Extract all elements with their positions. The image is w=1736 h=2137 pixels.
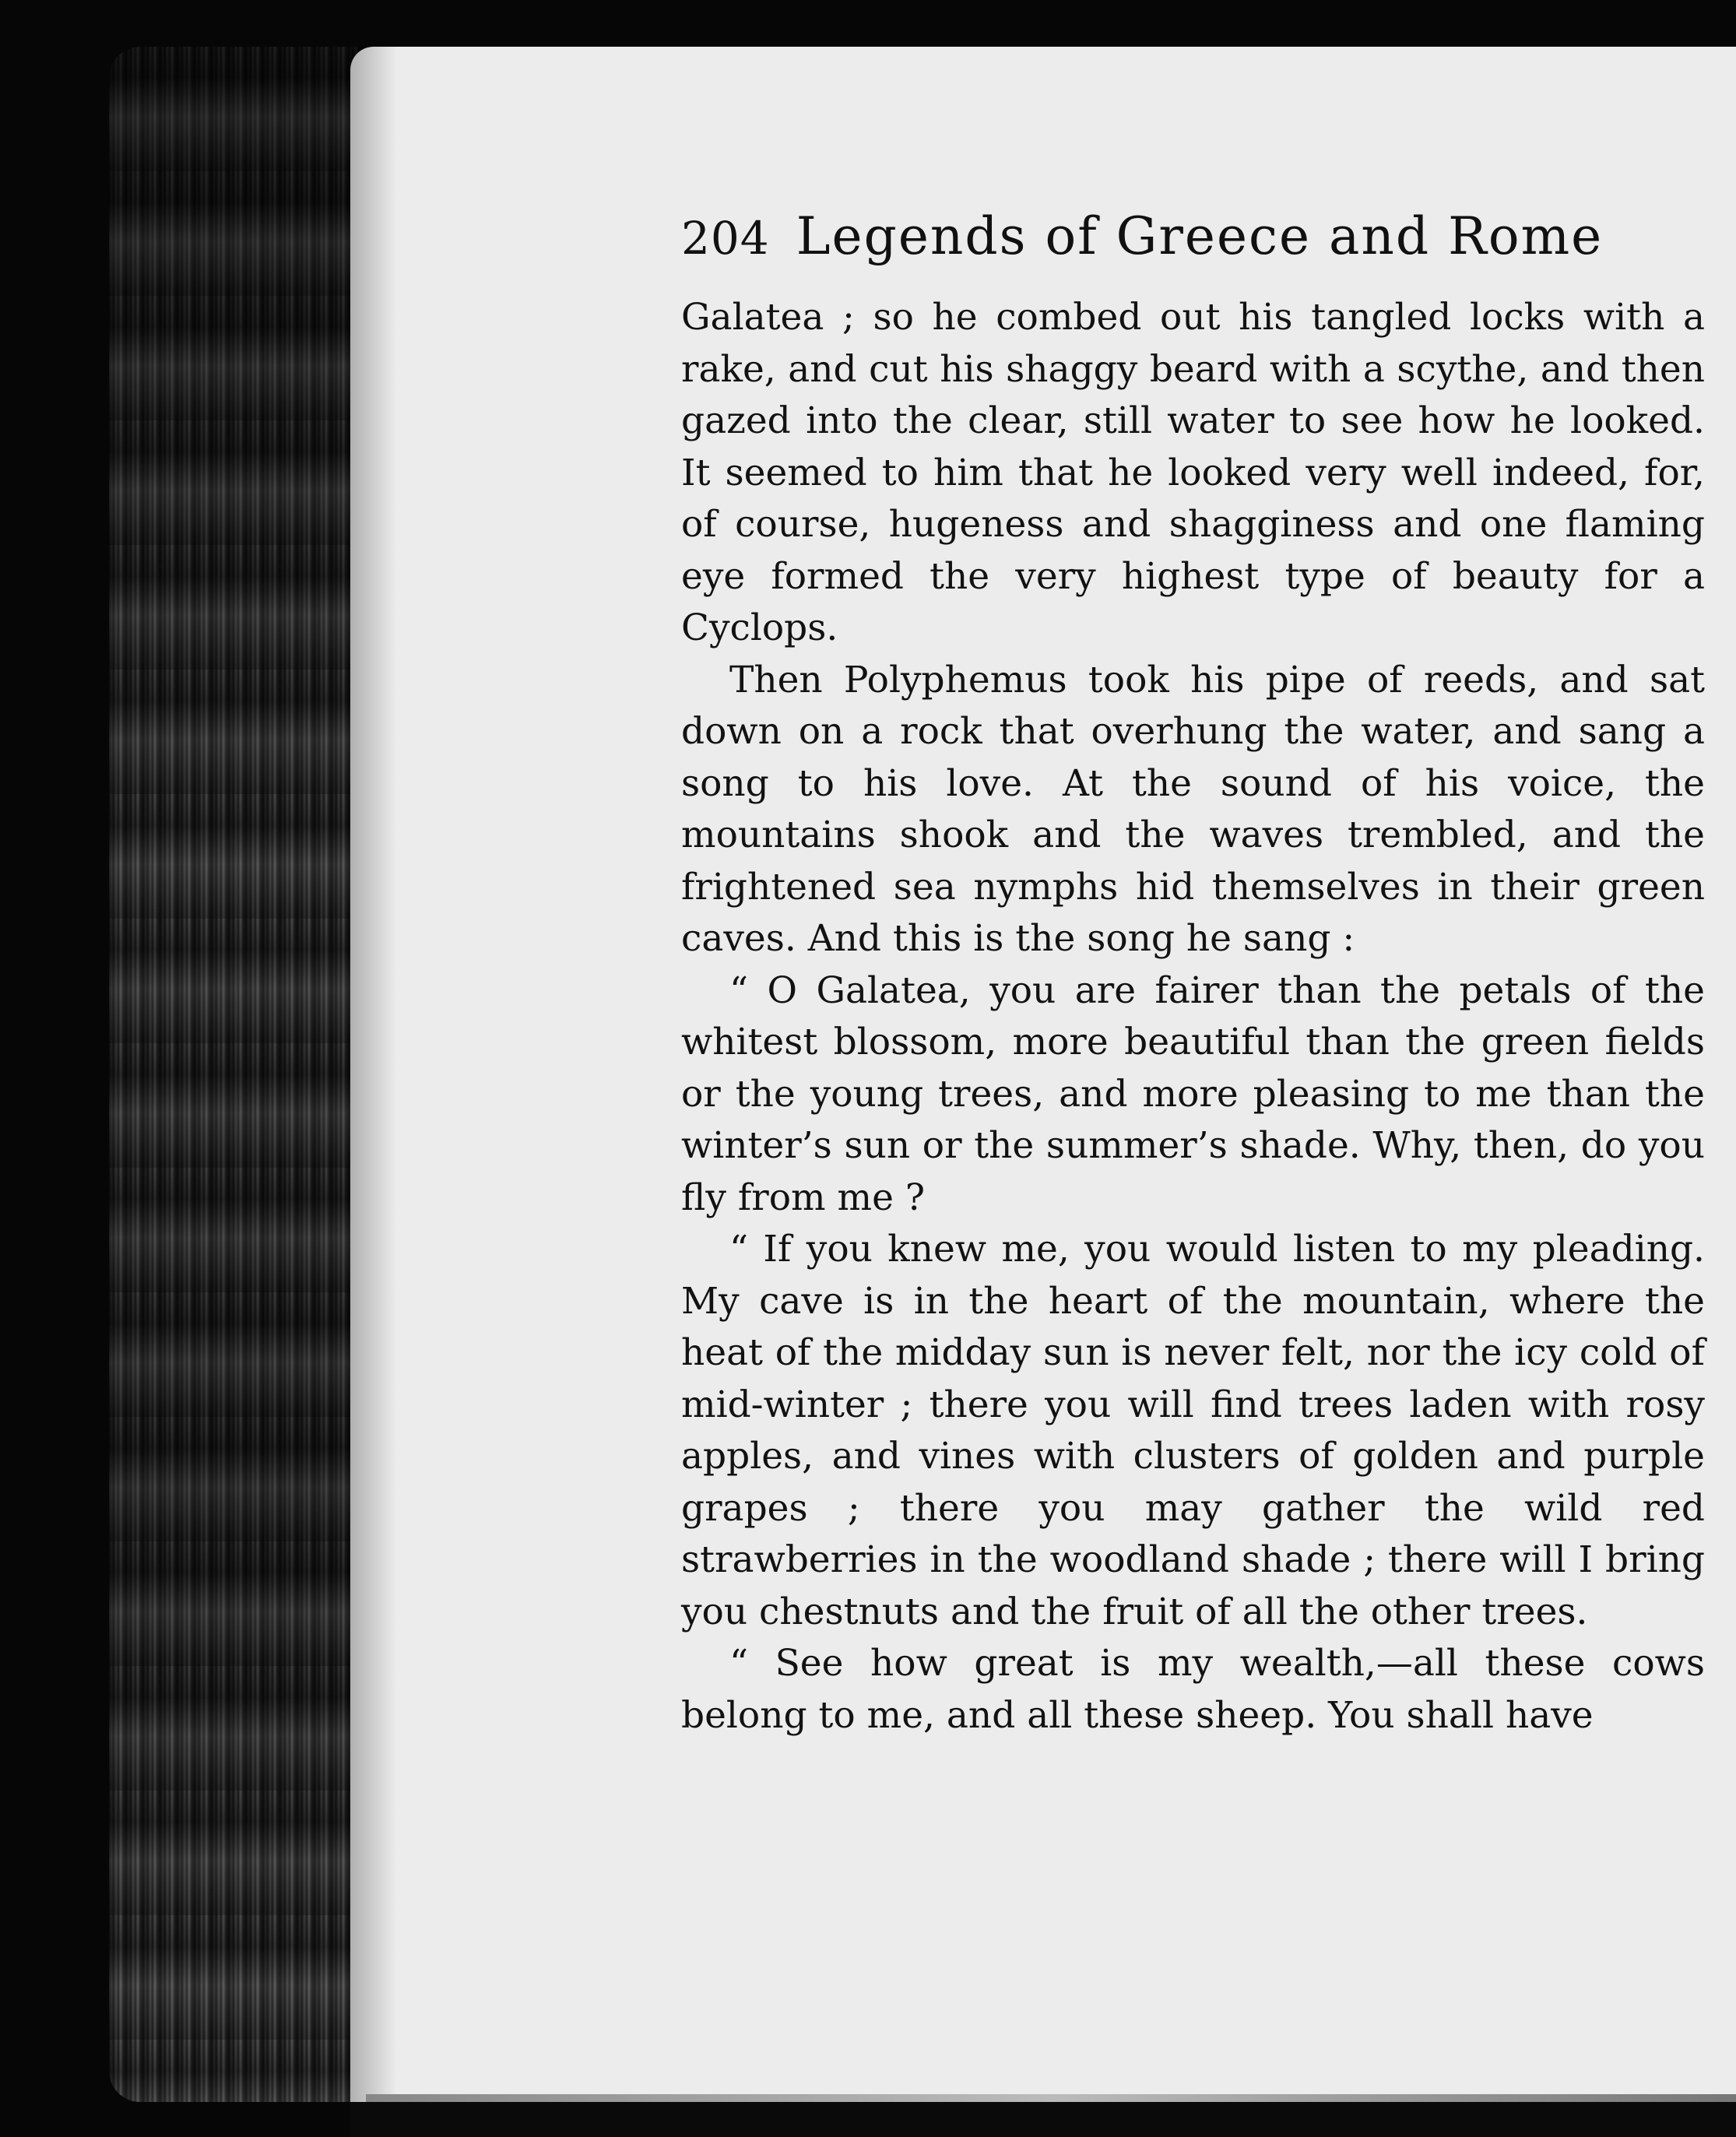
page-bottom-edge (350, 2102, 1736, 2137)
paragraph-5: “ See how great is my wealth,—all these cows belong to me, and all these sheep. You shall have (681, 1642, 1705, 1737)
page-bottom-edge-highlight (366, 2094, 1736, 2102)
paragraph-3: “ O Galatea, you are fairer than the petals of the whitest blossom, more beautiful than the green fields or the young trees, and more pleasing to me than the winter’s sun or the summer’s shade. Why, then, do you fly from me ? (681, 968, 1705, 1219)
running-head (681, 206, 1631, 266)
fore-edge-shading (109, 47, 358, 2102)
page-number: 204 (681, 212, 770, 265)
paragraph-4: “ If you knew me, you would listen to my pleading. My cave is in the heart of the mountain, where the heat of the midday sun is never felt, nor the icy cold of mid-winter ; there you will find trees laden with rosy apples, and vines with clusters of golden and purple grapes ; there you may gather the wild red strawberries in the woodland shade ; there will I bring you chestnuts and the fruit of all the other trees. (681, 1228, 1705, 1633)
book-title: Legends of Greece and Rome (796, 206, 1604, 266)
body-text (681, 292, 1705, 1742)
paragraph-2: Then Polyphemus took his pipe of reeds, and sat down on a rock that overhung the water, and sang a song to his love. At the sound of his voice, the mountains shook and the waves trembled, and the frightened sea nymphs hid themselves in their green caves. And this is the song he sang : (681, 658, 1705, 960)
gutter-shadow (350, 47, 397, 2102)
paragraph-1: Galatea ; so he combed out his tangled locks with a rake, and cut his shaggy beard with a scythe, and then gazed into the clear, still water to see how he looked. It seemed to him that he looked very well indeed, for, of course, hugeness and shagginess and one flaming eye formed the very highest type of beauty for a Cyclops. (681, 296, 1705, 649)
